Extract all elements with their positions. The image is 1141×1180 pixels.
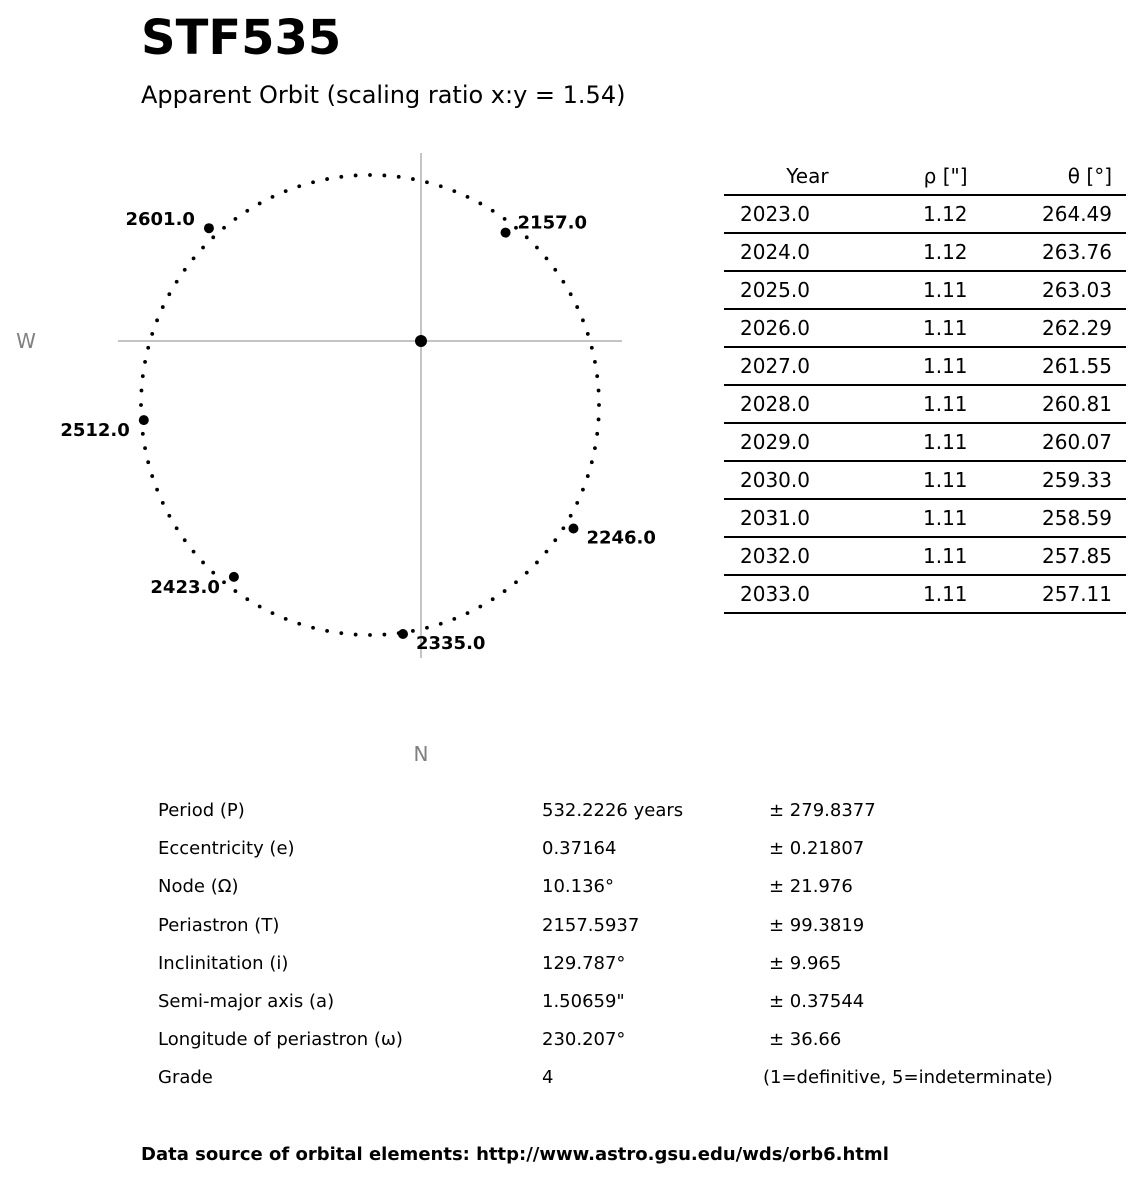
element-row xyxy=(158,832,1098,870)
orbit-marker xyxy=(141,374,145,378)
table-row xyxy=(724,537,1126,575)
orbit-marker xyxy=(192,256,196,260)
cell-year: 2028.0 xyxy=(724,385,829,423)
table-row xyxy=(724,575,1126,613)
cell-rho: 1.11 xyxy=(829,499,968,537)
orbit-marker xyxy=(271,611,275,615)
cell-rho: 1.11 xyxy=(829,537,968,575)
orbit-marker xyxy=(155,318,159,322)
orbit-marker xyxy=(575,305,579,309)
orbit-marker xyxy=(525,571,529,575)
orbit-marker xyxy=(150,474,154,478)
table-row xyxy=(724,347,1126,385)
orbit-marker xyxy=(143,360,147,364)
cell-rho: 1.11 xyxy=(829,575,968,613)
orbit-marker xyxy=(245,209,249,213)
orbit-marker xyxy=(466,611,470,615)
orbit-marker xyxy=(140,389,144,393)
orbital-elements-list xyxy=(158,794,1098,1100)
orbit-plot xyxy=(0,140,700,780)
cell-theta: 257.85 xyxy=(968,537,1126,575)
orbit-marker xyxy=(478,605,482,609)
orbit-marker xyxy=(595,374,599,378)
orbit-marker xyxy=(593,446,597,450)
table-row xyxy=(724,385,1126,423)
element-name: Period (P) xyxy=(158,800,245,821)
orbit-marker xyxy=(201,561,205,565)
cell-rho: 1.11 xyxy=(829,309,968,347)
element-value: 10.136° xyxy=(542,876,614,898)
orbit-marker xyxy=(192,550,196,554)
element-error: ± 0.37544 xyxy=(769,990,865,1012)
cell-theta: 257.11 xyxy=(968,575,1126,613)
orbit-marker xyxy=(211,235,215,239)
orbit-marker xyxy=(146,460,150,464)
orbit-marker xyxy=(425,180,429,184)
element-value: 230.207° xyxy=(542,1029,626,1051)
cell-rho: 1.11 xyxy=(829,385,968,423)
cell-rho: 1.12 xyxy=(829,233,968,271)
epoch-point xyxy=(398,629,408,639)
orbit-marker xyxy=(581,318,585,322)
element-row xyxy=(158,909,1098,947)
cell-theta: 260.81 xyxy=(968,385,1126,423)
orbit-marker xyxy=(339,631,343,635)
orbit-marker xyxy=(478,202,482,206)
compass-west-label: W xyxy=(16,329,36,353)
orbit-marker xyxy=(325,629,329,633)
orbit-marker xyxy=(139,403,143,407)
orbit-marker xyxy=(245,597,249,601)
table-row xyxy=(724,271,1126,309)
orbit-marker xyxy=(466,195,470,199)
epoch-label: 2601.0 xyxy=(125,209,195,231)
compass-north-label: N xyxy=(413,742,429,766)
orbit-marker xyxy=(354,633,358,637)
element-row xyxy=(158,985,1098,1023)
orbit-marker xyxy=(569,292,573,296)
orbit-marker xyxy=(561,280,565,284)
orbit-marker xyxy=(222,226,226,230)
orbit-marker xyxy=(297,622,301,626)
orbit-marker xyxy=(258,202,262,206)
element-error: ± 36.66 xyxy=(769,1029,842,1051)
epoch-label: 2246.0 xyxy=(586,527,656,549)
cell-year: 2030.0 xyxy=(724,461,829,499)
orbit-marker xyxy=(581,488,585,492)
orbit-marker xyxy=(535,246,539,250)
page-title: STF535 xyxy=(141,10,342,66)
orbit-marker xyxy=(491,209,495,213)
cell-year: 2023.0 xyxy=(724,195,829,233)
element-error: ± 21.976 xyxy=(769,876,853,898)
cell-year: 2032.0 xyxy=(724,537,829,575)
cell-year: 2033.0 xyxy=(724,575,829,613)
orbit-marker xyxy=(590,346,594,350)
orbit-marker xyxy=(561,526,565,530)
column-header-rho: ρ ["] xyxy=(829,158,968,195)
cell-rho: 1.11 xyxy=(829,423,968,461)
element-row xyxy=(158,1061,1098,1099)
orbit-marker xyxy=(222,580,226,584)
cell-rho: 1.12 xyxy=(829,195,968,233)
orbit-marker xyxy=(284,189,288,193)
orbit-marker xyxy=(382,174,386,178)
orbit-marker xyxy=(354,174,358,178)
element-name: Eccentricity (e) xyxy=(158,838,295,860)
orbit-marker xyxy=(368,633,372,637)
orbit-marker xyxy=(167,292,171,296)
orbit-marker xyxy=(503,217,507,221)
orbit-marker xyxy=(439,622,443,626)
cell-year: 2031.0 xyxy=(724,499,829,537)
orbit-marker xyxy=(297,184,301,188)
orbit-marker xyxy=(311,180,315,184)
epoch-point xyxy=(568,524,578,534)
table-row xyxy=(724,461,1126,499)
cell-rho: 1.11 xyxy=(829,461,968,499)
element-name: Inclinitation (i) xyxy=(158,952,289,974)
orbit-marker xyxy=(514,580,518,584)
orbit-marker xyxy=(597,403,601,407)
cell-theta: 261.55 xyxy=(968,347,1126,385)
orbit-marker xyxy=(161,501,165,505)
cell-year: 2027.0 xyxy=(724,347,829,385)
orbit-marker xyxy=(284,617,288,621)
element-error: ± 99.3819 xyxy=(769,914,865,936)
cell-theta: 264.49 xyxy=(968,195,1126,233)
primary-star xyxy=(415,335,427,347)
epoch-point xyxy=(501,228,511,238)
element-name: Grade xyxy=(158,1067,213,1089)
orbit-marker xyxy=(586,332,590,336)
cell-rho: 1.11 xyxy=(829,271,968,309)
column-header-year: Year xyxy=(724,158,829,195)
element-row xyxy=(158,947,1098,985)
epoch-label: 2512.0 xyxy=(60,420,130,442)
orbit-marker xyxy=(525,235,529,239)
cell-year: 2026.0 xyxy=(724,309,829,347)
element-row xyxy=(158,870,1098,908)
orbit-marker xyxy=(452,617,456,621)
orbit-marker xyxy=(597,418,601,422)
orbit-path xyxy=(139,173,601,637)
table-row xyxy=(724,195,1126,233)
cell-year: 2029.0 xyxy=(724,423,829,461)
orbit-marker xyxy=(183,268,187,272)
orbit-marker xyxy=(339,175,343,179)
element-value: 532.2226 years xyxy=(542,800,684,821)
epoch-label: 2157.0 xyxy=(517,212,588,234)
element-name: Semi-major axis (a) xyxy=(158,990,335,1012)
orbit-marker xyxy=(183,538,187,542)
orbit-marker xyxy=(175,526,179,530)
orbit-marker xyxy=(141,432,145,436)
element-value: 129.787° xyxy=(542,952,626,974)
orbit-marker xyxy=(439,184,443,188)
orbit-marker xyxy=(590,460,594,464)
orbit-marker xyxy=(425,626,429,630)
orbit-marker xyxy=(167,514,171,518)
orbit-marker xyxy=(325,177,329,181)
orbit-marker xyxy=(175,280,179,284)
cell-theta: 263.76 xyxy=(968,233,1126,271)
orbit-marker xyxy=(146,346,150,350)
element-name: Periastron (T) xyxy=(158,914,280,936)
orbit-marker xyxy=(553,538,557,542)
table-row xyxy=(724,309,1126,347)
cell-year: 2024.0 xyxy=(724,233,829,271)
orbit-marker xyxy=(545,256,549,260)
orbit-marker xyxy=(545,550,549,554)
epoch-point xyxy=(204,223,214,233)
epoch-points xyxy=(60,209,656,654)
element-row xyxy=(158,1023,1098,1061)
orbit-marker xyxy=(595,432,599,436)
orbit-marker xyxy=(258,605,262,609)
orbit-marker xyxy=(535,561,539,565)
column-header-theta: θ [°] xyxy=(968,158,1126,195)
element-value: 1.50659" xyxy=(542,990,625,1012)
orbit-marker xyxy=(503,589,507,593)
table-row xyxy=(724,233,1126,271)
orbit-marker xyxy=(211,571,215,575)
cell-theta: 263.03 xyxy=(968,271,1126,309)
epoch-label: 2335.0 xyxy=(415,633,486,654)
element-error: ± 279.8377 xyxy=(769,800,876,821)
cell-theta: 258.59 xyxy=(968,499,1126,537)
orbit-marker xyxy=(569,514,573,518)
orbit-marker xyxy=(233,217,237,221)
cell-year: 2025.0 xyxy=(724,271,829,309)
table-row xyxy=(724,499,1126,537)
orbit-marker xyxy=(155,488,159,492)
element-error: (1=definitive, 5=indeterminate) xyxy=(763,1067,1053,1089)
orbit-marker xyxy=(368,173,372,177)
data-source-note: Data source of orbital elements: http://www.astro.gsu.edu/wds/orb6.html xyxy=(141,1144,889,1165)
orbit-marker xyxy=(161,305,165,309)
element-error: ± 9.965 xyxy=(769,952,842,974)
epoch-label: 2423.0 xyxy=(150,576,220,598)
orbit-marker xyxy=(411,629,415,633)
orbit-marker xyxy=(271,195,275,199)
cell-theta: 262.29 xyxy=(968,309,1126,347)
orbit-marker xyxy=(597,389,601,393)
orbit-marker xyxy=(382,633,386,637)
epoch-point xyxy=(139,415,149,425)
orbit-marker xyxy=(150,332,154,336)
element-error: ± 0.21807 xyxy=(769,838,865,860)
cell-theta: 260.07 xyxy=(968,423,1126,461)
element-row xyxy=(158,794,1098,832)
chart-subtitle: Apparent Orbit (scaling ratio x:y = 1.54) xyxy=(141,81,626,109)
ephemeris-header-row xyxy=(724,158,1126,195)
orbit-marker xyxy=(397,175,401,179)
orbit-marker xyxy=(143,446,147,450)
cell-theta: 259.33 xyxy=(968,461,1126,499)
orbit-marker xyxy=(575,501,579,505)
cell-rho: 1.11 xyxy=(829,347,968,385)
orbit-marker xyxy=(233,589,237,593)
orbit-marker xyxy=(491,597,495,601)
element-name: Node (Ω) xyxy=(158,876,239,898)
ephemeris-table xyxy=(724,158,1126,614)
orbit-marker xyxy=(553,268,557,272)
orbit-marker xyxy=(311,626,315,630)
element-value: 4 xyxy=(542,1067,554,1089)
orbit-marker xyxy=(201,246,205,250)
element-value: 0.37164 xyxy=(542,838,617,860)
epoch-point xyxy=(229,572,239,582)
table-row xyxy=(724,423,1126,461)
element-value: 2157.5937 xyxy=(542,914,640,936)
element-name: Longitude of periastron (ω) xyxy=(158,1029,403,1051)
orbit-marker xyxy=(452,189,456,193)
orbit-marker xyxy=(593,360,597,364)
orbit-marker xyxy=(411,177,415,181)
orbit-marker xyxy=(586,474,590,478)
